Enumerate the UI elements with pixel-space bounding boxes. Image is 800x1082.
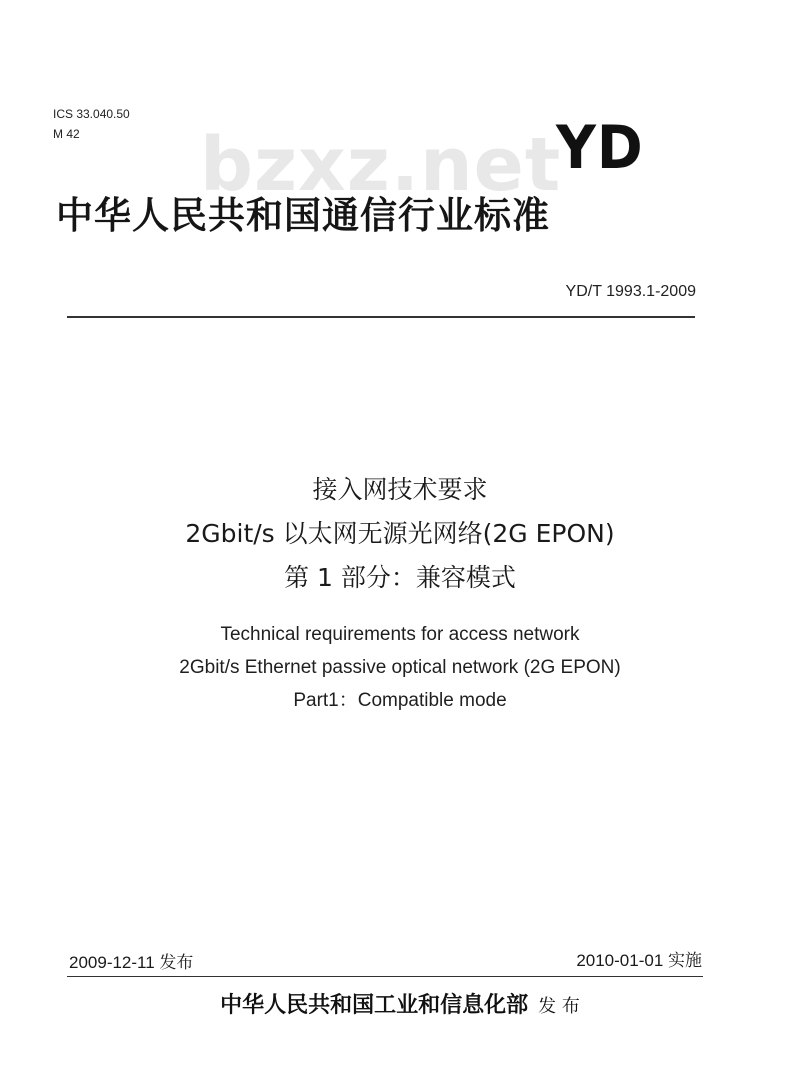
cn-title-line-3: 第 1 部分：兼容模式 — [284, 563, 516, 592]
publisher-line — [0, 990, 800, 1022]
issue-date: 2009-12-11 发布 — [69, 953, 194, 972]
footer-divider — [67, 976, 703, 977]
en-title-line-2: 2Gbit/s Ethernet passive optical network (2G EPON) — [179, 657, 621, 678]
implementation-date: 2010-01-01 实施 — [576, 951, 702, 970]
standard-number: YD/T 1993.1-2009 — [565, 283, 696, 300]
publisher-suffix: 发 布 — [538, 996, 580, 1017]
english-title-block — [0, 618, 800, 717]
ics-code: ICS 33.040.50 — [53, 107, 130, 121]
ccs-code: M 42 — [53, 127, 80, 141]
en-title-line-3: Part1：Compatible mode — [293, 690, 507, 711]
yd-logo: YD — [556, 113, 644, 183]
classification-codes — [53, 104, 130, 144]
watermark: bzxz.net — [200, 122, 562, 208]
standard-type-title: 中华人民共和国通信行业标准 — [56, 194, 550, 237]
publisher-name: 中华人民共和国工业和信息化部 — [220, 992, 529, 1018]
en-title-line-1: Technical requirements for access network — [220, 624, 580, 645]
header-divider — [67, 316, 695, 318]
cn-title-line-2: 2Gbit/s 以太网无源光网络(2G EPON) — [185, 519, 615, 548]
cn-title-line-1: 接入网技术要求 — [312, 475, 488, 504]
chinese-title-block — [0, 468, 800, 600]
